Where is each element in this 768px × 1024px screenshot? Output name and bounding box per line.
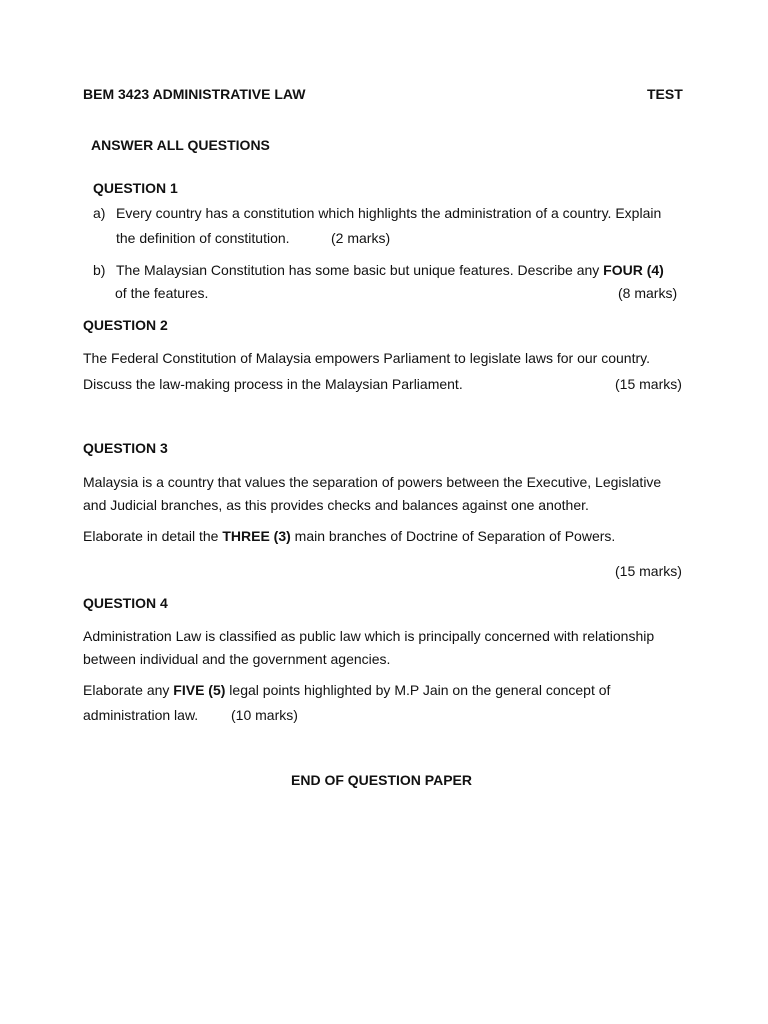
q2-line-1: The Federal Constitution of Malaysia empowers Parliament to legislate laws for our country. xyxy=(83,350,650,366)
q3-line-2: and Judicial branches, as this provides checks and balances against one another. xyxy=(83,497,589,513)
question-1-title: QUESTION 1 xyxy=(93,180,178,196)
q1-b-line-2: of the features. xyxy=(115,285,209,301)
q2-line-2: Discuss the law-making process in the Malaysian Parliament. xyxy=(83,376,463,392)
end-of-paper: END OF QUESTION PAPER xyxy=(291,772,472,788)
q3-line-1: Malaysia is a country that values the separation of powers between the Executive, Legislative xyxy=(83,474,662,490)
question-2-title: QUESTION 2 xyxy=(83,317,168,333)
q3-marks: (15 marks) xyxy=(615,563,682,579)
q1-a-marks: (2 marks) xyxy=(331,230,391,246)
paper-type: TEST xyxy=(647,86,683,102)
q2-marks: (15 marks) xyxy=(615,376,682,392)
q4-line-3: Elaborate any FIVE (5) legal points highlighted by M.P Jain on the general concept of xyxy=(83,682,611,698)
q1-a-line-2: the definition of constitution. xyxy=(116,230,290,246)
q3-line-3: Elaborate in detail the THREE (3) main branches of Doctrine of Separation of Powers. xyxy=(83,528,616,544)
instruction: ANSWER ALL QUESTIONS xyxy=(91,137,270,153)
q4-line-1: Administration Law is classified as public law which is principally concerned with relationship xyxy=(83,628,655,644)
question-3-title: QUESTION 3 xyxy=(83,440,168,456)
q1-a-line-1: Every country has a constitution which highlights the administration of a country. Explain xyxy=(116,205,662,221)
question-4-title: QUESTION 4 xyxy=(83,595,168,611)
q1-a-label: a) xyxy=(93,205,106,221)
q4-marks: (10 marks) xyxy=(231,707,298,723)
q1-b-label: b) xyxy=(93,262,106,278)
q4-line-4: administration law. xyxy=(83,707,199,723)
course-title: BEM 3423 ADMINISTRATIVE LAW xyxy=(83,86,306,102)
q1-b-marks: (8 marks) xyxy=(618,285,678,301)
q1-b-line-1: The Malaysian Constitution has some basic but unique features. Describe any FOUR (4) xyxy=(116,262,664,278)
q4-line-2: between individual and the government agencies. xyxy=(83,651,391,667)
